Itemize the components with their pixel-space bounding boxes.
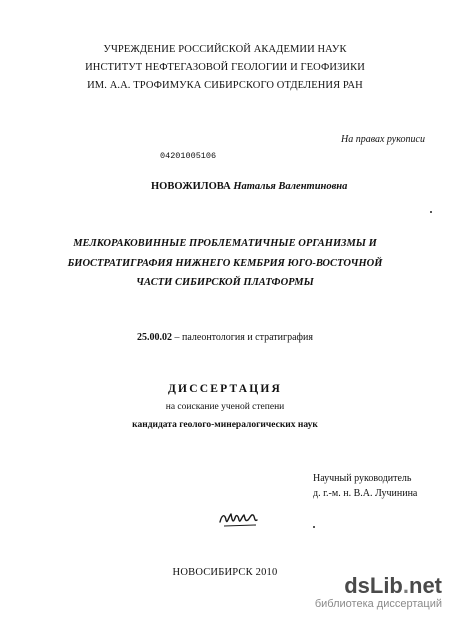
author-given-names: Наталья Валентиновна <box>233 181 348 192</box>
handwritten-signature <box>218 508 260 530</box>
dissertation-heading: ДИССЕРТАЦИЯ <box>167 383 283 395</box>
scan-speck <box>430 211 432 213</box>
title-line-1: МЕЛКОРАКОВИННЫЕ ПРОБЛЕМАТИЧНЫЕ ОРГАНИЗМЫ И <box>73 238 377 249</box>
catalog-code: 04201005106 <box>160 151 217 161</box>
scan-speck <box>313 526 315 528</box>
advisor-name: д. г.-м. н. В.А. Лучинина <box>313 488 418 499</box>
watermark-tagline: библиотека диссертаций <box>314 598 442 610</box>
rights-note: На правах рукописи <box>341 134 425 145</box>
watermark-logo: dsLib.net <box>344 573 442 598</box>
specialty <box>0 332 450 343</box>
city-year: НОВОСИБИРСК 2010 <box>172 567 278 578</box>
specialty-code: 25.00.02 <box>137 332 173 343</box>
institution-line-2: ИНСТИТУТ НЕФТЕГАЗОВОЙ ГЕОЛОГИИ И ГЕОФИЗИКИ <box>85 62 365 73</box>
institution-line-3: ИМ. А.А. ТРОФИМУКА СИБИРСКОГО ОТДЕЛЕНИЯ РАН <box>87 80 363 91</box>
dissertation-degree: кандидата геолого-минералогических наук <box>132 420 318 430</box>
dissertation-purpose: на соискание ученой степени <box>165 402 285 412</box>
title-line-3: ЧАСТИ СИБИРСКОЙ ПЛАТФОРМЫ <box>136 277 314 288</box>
dslib-watermark <box>315 575 442 610</box>
advisor-role: Научный руководитель <box>313 473 412 484</box>
author-name <box>151 181 347 192</box>
specialty-name: – палеонтология и стратиграфия <box>174 332 313 343</box>
institution-line-1: УЧРЕЖДЕНИЕ РОССИЙСКОЙ АКАДЕМИИ НАУК <box>103 44 347 55</box>
title-line-2: БИОСТРАТИГРАФИЯ НИЖНЕГО КЕМБРИЯ ЮГО-ВОСТОЧНОЙ <box>67 258 383 269</box>
author-surname: НОВОЖИЛОВА <box>151 181 231 192</box>
